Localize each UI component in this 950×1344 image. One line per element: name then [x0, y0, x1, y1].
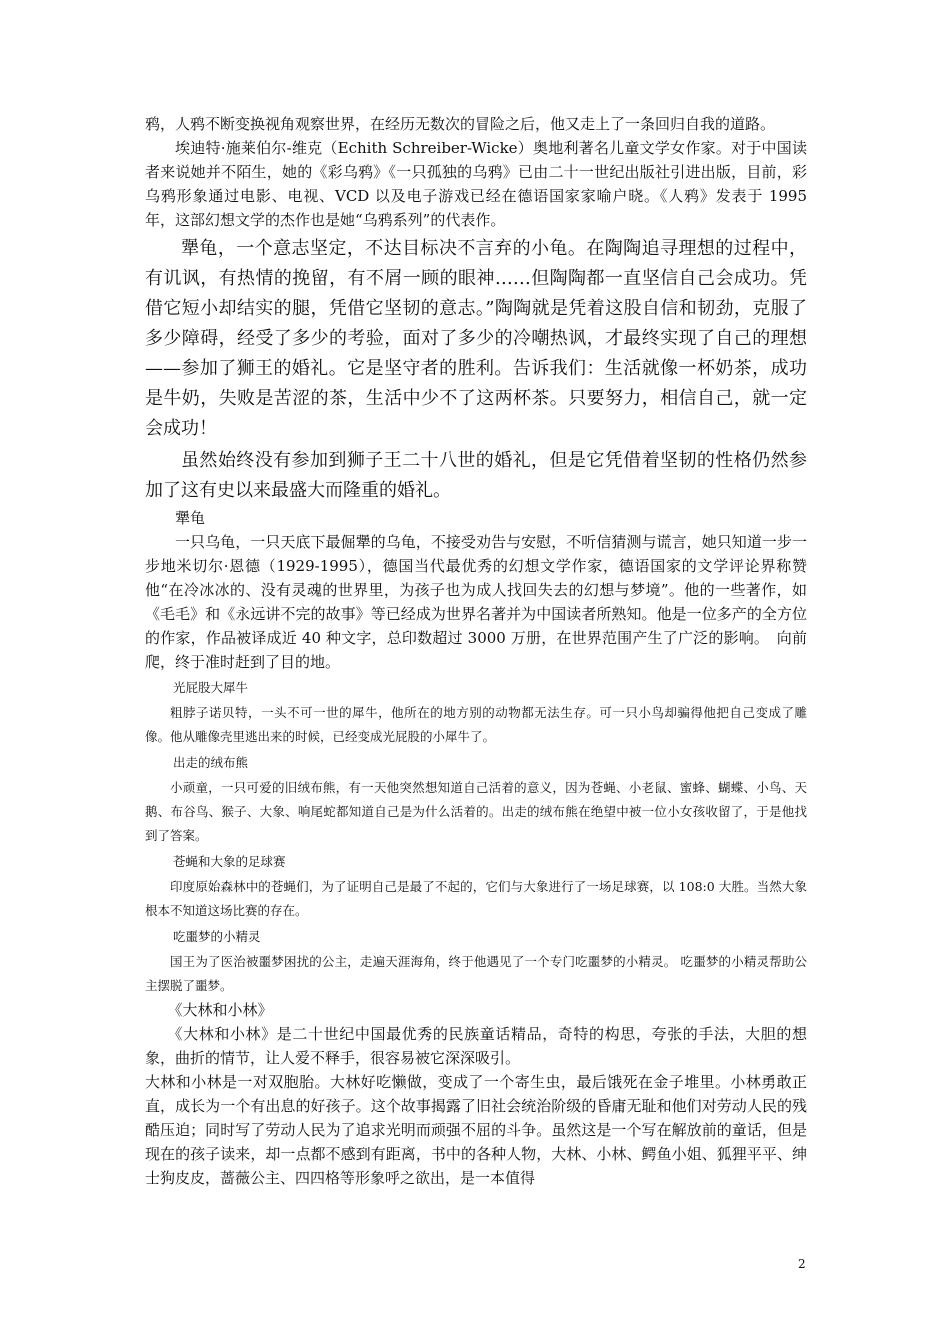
paragraph-continuation: 鸦，人鸦不断变换视角观察世界，在经历无数次的冒险之后，他又走上了一条回归自我的道路。 — [145, 115, 776, 133]
paragraph-runaway-teddy: 小顽童，一只可爱的旧绒布熊，有一天他突然想知道自己活着的意义，因为苍蝇、小老鼠、蜜蜂、蝴蝶、小鸟、天鹅、布谷鸟、猴子、大象、响尾蛇都知道自己是为什么活着的。出走的绒布熊在绝望中被一位小女孩收留了，于是他找到了答案。 — [145, 780, 807, 843]
heading-runaway-teddy: 出走的绒布熊 — [173, 755, 249, 770]
page-number: 2 — [798, 1257, 806, 1271]
paragraph-lion-wedding: 虽然始终没有参加到狮子王二十八世的婚礼，但是它凭借着坚韧的性格仍然参加了这有史以来最盛大而隆重的婚礼。 — [145, 450, 807, 501]
paragraph-naked-rhino: 粗脖子诺贝特，一头不可一世的犀牛，他所在的地方别的动物都无法生存。可一只小鸟却骗得他把自己变成了雕像。他从雕像壳里逃出来的时候，已经变成光屁股的小犀牛了。 — [145, 705, 807, 744]
paragraph-fly-elephant-football: 印度原始森林中的苍蝇们，为了证明自己是最了不起的，它们与大象进行了一场足球赛，以 108:0 大胜。当然大象根本不知道这场比赛的存在。 — [145, 879, 807, 918]
paragraph-dalin-xiaolin-intro: 《大林和小林》是二十世纪中国最优秀的民族童话精品，奇特的构思，夸张的手法，大胆的想象，曲折的情节，让人爱不释手，很容易被它深深吸引。 — [145, 1025, 807, 1067]
heading-naked-rhino: 光屁股大犀牛 — [173, 680, 249, 695]
paragraph-dalin-xiaolin-plot: 大林和小林是一对双胞胎。大林好吃懒做，变成了一个寄生虫，最后饿死在金子堆里。小林勇敢正直，成长为一个有出息的好孩子。这个故事揭露了旧社会统治阶级的昏庸无耻和他们对劳动人民的残酷压迫；同时写了劳动人民为了追求光明而顽强不屈的斗争。虽然这是一个写在解放前的童话，但是现在的孩子读来，却一点都不感到有距离，书中的各种人物，大林、小林、鳄鱼小姐、狐狸平平、绅士狗皮皮，蔷薇公主、四四格等形象呼之欲出，是一本值得 — [145, 1073, 807, 1187]
heading-dalin-xiaolin: 《大林和小林》 — [167, 1001, 273, 1019]
paragraph-stubborn-turtle-summary: 一只乌龟，一只天底下最倔犟的乌龟，不接受劝告与安慰，不听信猜测与谎言，她只知道一步一步地米切尔·恩德（1929-1995），德国当代最优秀的幻想文学作家，德语国家的文学评论界称赞他“在冷冰冰的、没有灵魂的世界里，为孩子也为成人找回失去的幻想与梦境”。他的一些著作，如《毛毛》和《永远讲不完的故事》等已经成为世界名著并为中国读者所熟知。他是一位多产的全方位的作家，作品被译成近 40 种文字，总印数超过 3000 万册，在世界范围产生了广泛的影响。 向前爬，终于准时赶到了目的地。 — [145, 533, 807, 671]
paragraph-author-bio: 埃迪特·施莱伯尔-维克（Echith Schreiber-Wicke）奥地利著名儿童文学女作家。对于中国读者来说她并不陌生，她的《彩乌鸦》《一只孤独的乌鸦》已由二十一世纪出版社引进出版，目前，彩乌鸦形象通过电影、电视、VCD 以及电子游戏已经在德语国家家喻户晓。《人鸦》发表于 1995 年，这部幻想文学的杰作也是她“乌鸦系列”的代表作。 — [145, 139, 807, 229]
document-body — [145, 112, 807, 1190]
paragraph-stubborn-turtle-review: 犟龟，一个意志坚定，不达目标决不言弃的小龟。在陶陶追寻理想的过程中，有讥讽，有热情的挽留，有不屑一顾的眼神……但陶陶都一直坚信自己会成功。凭借它短小却结实的腿，凭借它坚韧的意志。”陶陶就是凭着这股自信和韧劲，克服了多少障碍，经受了多少的考验，面对了多少的冷嘲热讽，才最终实现了自己的理想——参加了狮王的婚礼。它是坚守者的胜利。告诉我们：生活就像一杯奶茶，成功是牛奶，失败是苦涩的茶，生活中少不了这两杯茶。只要努力，相信自己，就一定会成功！ — [145, 238, 807, 439]
heading-nightmare-elf: 吃噩梦的小精灵 — [173, 929, 261, 944]
heading-stubborn-turtle: 犟龟 — [175, 509, 206, 527]
heading-fly-elephant-football: 苍蝇和大象的足球赛 — [173, 854, 286, 869]
paragraph-nightmare-elf: 国王为了医治被噩梦困扰的公主，走遍天涯海角，终于他遇见了一个专门吃噩梦的小精灵。 吃噩梦的小精灵帮助公主摆脱了噩梦。 — [145, 954, 807, 993]
